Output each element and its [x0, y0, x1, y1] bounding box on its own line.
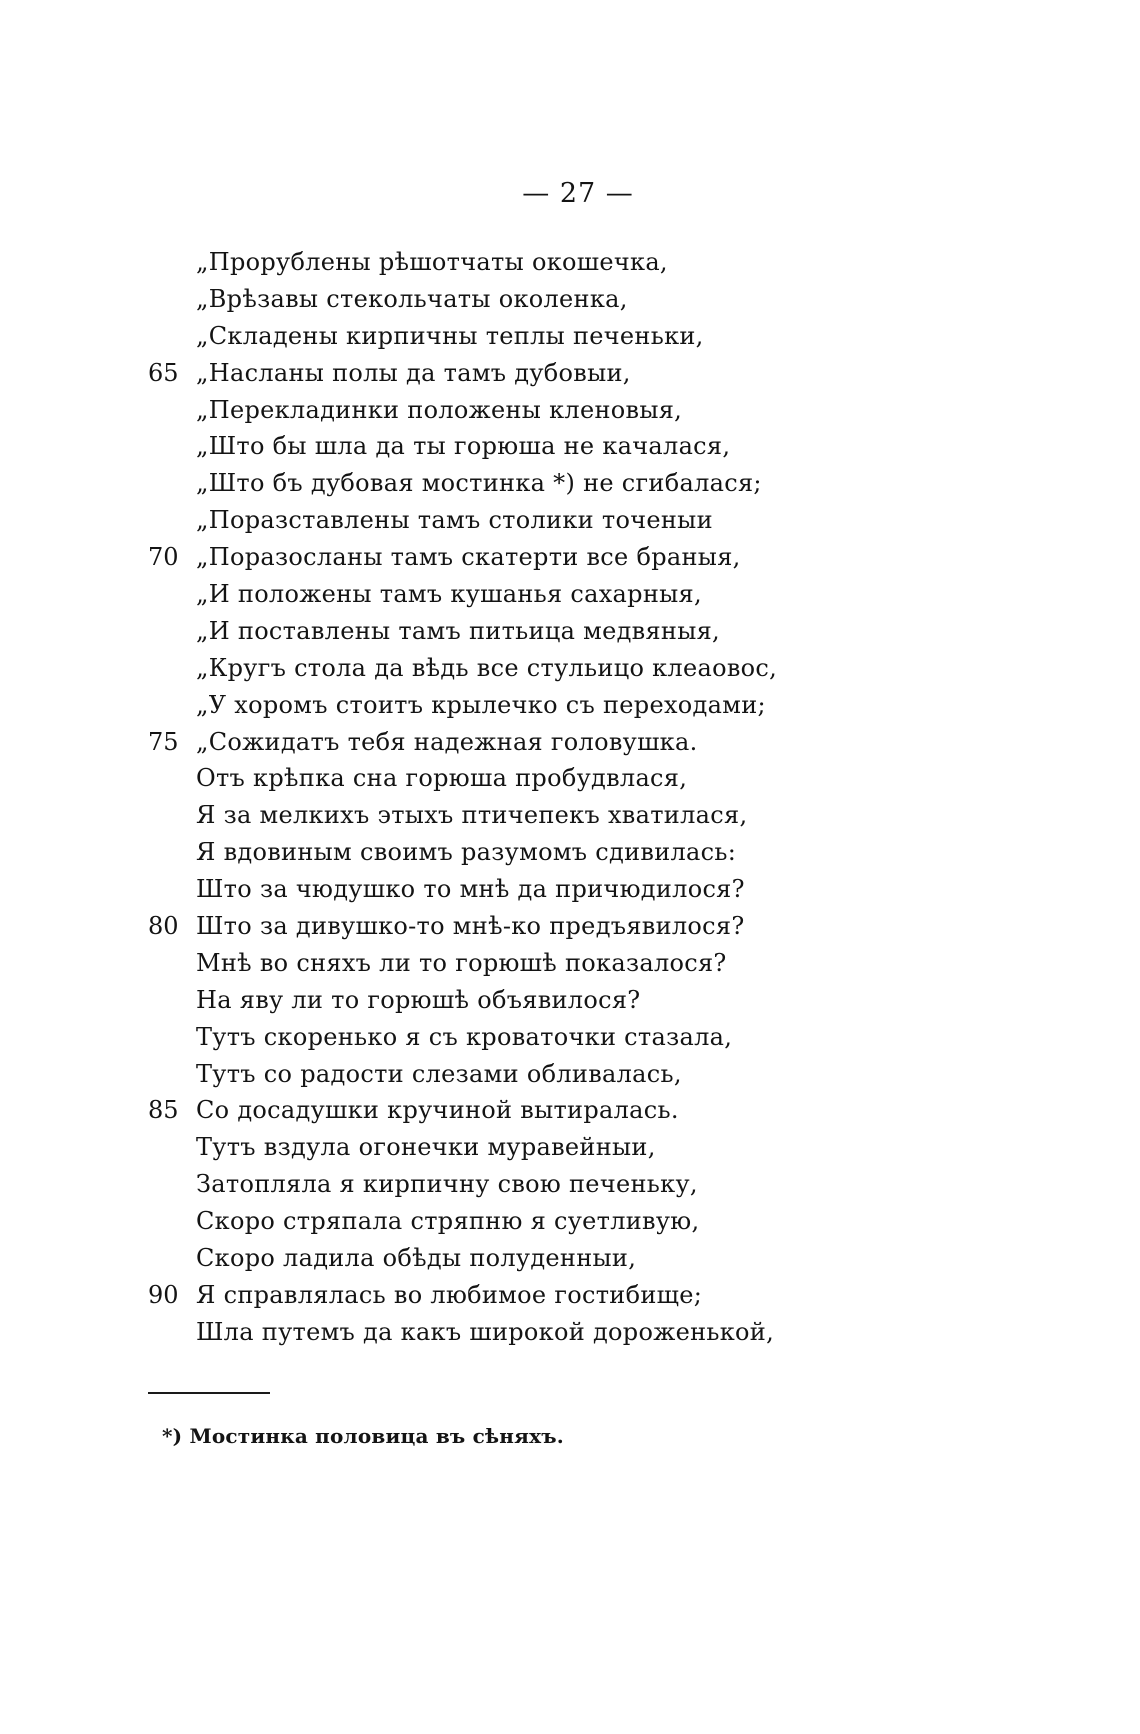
verse-text: „Прорублены рѣшотчаты окошечка,: [196, 248, 668, 276]
line-number: 65: [148, 358, 179, 387]
verse-text: „Поразставлены тамъ столики точеныи: [196, 506, 713, 535]
verse-line: [0, 502, 1140, 539]
verse-text: „Перекладинки положены кленовыя,: [196, 395, 683, 424]
footnote: *) Мостинка половица въ сѣняхъ.: [162, 1424, 564, 1448]
verse-text: „И положены тамъ кушанья сахарныя,: [196, 580, 702, 609]
verse-text: Тутъ вздула огонечки муравейныи,: [196, 1133, 656, 1162]
page-number: — 27 —: [522, 178, 634, 209]
verse-line: [0, 982, 1140, 1019]
verse-text: Со досадушки кручиной вытиралась.: [196, 1096, 679, 1125]
verse-text: „Што бы шла да ты горюша не качалася,: [196, 432, 731, 461]
line-number: 85: [148, 1096, 179, 1125]
verse-text: Шла путемъ да какъ широкой дороженькой,: [196, 1317, 775, 1346]
verse-line: [0, 1314, 1140, 1351]
verse-line: [0, 945, 1140, 982]
verse-line: [0, 724, 1140, 761]
verse-text: Я за мелкихъ этыхъ птичепекъ хватилася,: [196, 801, 748, 830]
footnote-divider: [148, 1392, 270, 1394]
verse-line: [0, 1092, 1140, 1129]
verse-line: [0, 539, 1140, 576]
verse-text: На яву ли то горюшѣ объявилося?: [196, 985, 641, 1014]
line-number: 80: [148, 912, 179, 941]
verse-line: [0, 1277, 1140, 1314]
verse-line: [0, 871, 1140, 908]
verse-text: Я вдовиным своимъ разумомъ сдивилась:: [196, 838, 737, 867]
verse-line: [0, 1129, 1140, 1166]
verse-line: [0, 1166, 1140, 1203]
verse-text: „Врѣзавы стекольчаты околенка,: [196, 284, 628, 313]
verse-text: Скоро стряпала стряпню я суетливую,: [196, 1207, 700, 1236]
verse-text: Што за чюдушко то мнѣ да причюдилося?: [196, 875, 745, 904]
verse-line: [0, 318, 1140, 355]
line-number: 75: [148, 727, 179, 756]
verse-text: „Насланы полы да тамъ дубовыи,: [196, 358, 631, 387]
verse-line: [0, 465, 1140, 502]
verse-line: [0, 576, 1140, 613]
verse-text: „Кругъ стола да вѣдь все стульицо клеаовос,: [196, 653, 778, 682]
verse-text: „Поразосланы тамъ скатерти все браныя,: [196, 543, 741, 572]
verse-block: [0, 244, 1140, 1351]
verse-text: Што за дивушко-то мнѣ-ко предъявилося?: [196, 912, 745, 941]
verse-text: Тутъ скоренько я съ кроваточки стазала,: [196, 1022, 733, 1051]
verse-line: [0, 244, 1140, 281]
verse-line: [0, 797, 1140, 834]
verse-line: [0, 1203, 1140, 1240]
verse-line: [0, 281, 1140, 318]
line-number: 90: [148, 1280, 179, 1309]
verse-line: [0, 355, 1140, 392]
verse-line: [0, 613, 1140, 650]
verse-line: [0, 687, 1140, 724]
line-number: 70: [148, 543, 179, 572]
verse-text: „Сожидатъ тебя надежная головушка.: [196, 727, 698, 756]
verse-line: [0, 1019, 1140, 1056]
verse-text: Мнѣ во сняхъ ли то горюшѣ показалося?: [196, 948, 727, 977]
verse-line: [0, 392, 1140, 429]
verse-text: „У хоромъ стоитъ крылечко съ переходами;: [196, 690, 766, 719]
verse-text: Тутъ со радости слезами обливалась,: [196, 1059, 682, 1088]
verse-text: „И поставлены тамъ питьица медвяныя,: [196, 616, 720, 645]
verse-text: Затопляла я кирпичну свою печеньку,: [196, 1170, 698, 1199]
verse-line: [0, 1056, 1140, 1093]
verse-line: [0, 908, 1140, 945]
verse-text: Скоро ладила обѣды полуденныи,: [196, 1244, 637, 1273]
verse-line: [0, 1240, 1140, 1277]
verse-line: [0, 760, 1140, 797]
verse-line: [0, 428, 1140, 465]
verse-line: [0, 834, 1140, 871]
verse-text: „Што бъ дубовая мостинка *) не сгибалася;: [196, 469, 762, 498]
verse-line: [0, 650, 1140, 687]
verse-text: „Складены кирпичны теплы печеньки,: [196, 321, 704, 350]
verse-text: Я справлялась во любимое гостибище;: [196, 1280, 703, 1309]
verse-text: Отъ крѣпка сна горюша пробудвлася,: [196, 764, 688, 793]
